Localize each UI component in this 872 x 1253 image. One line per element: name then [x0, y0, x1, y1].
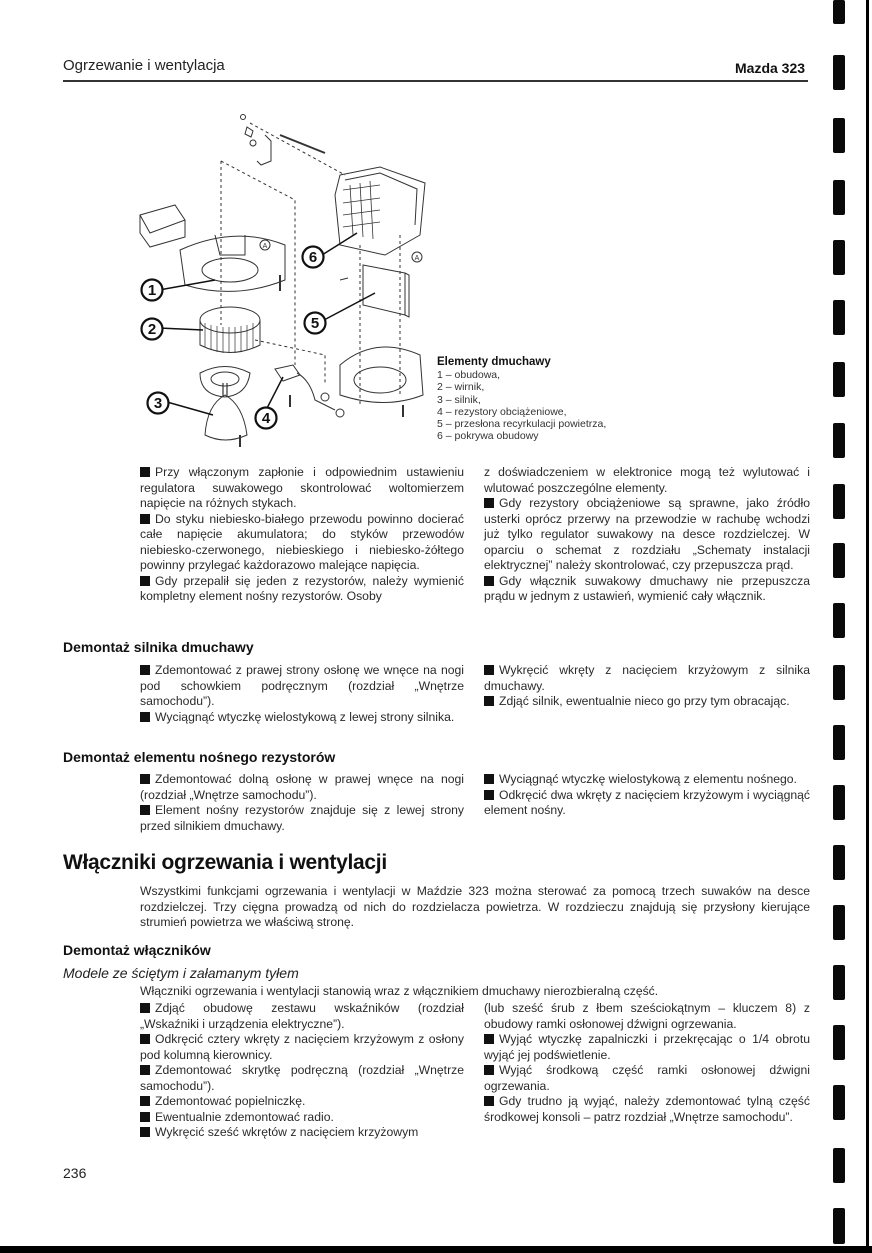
index-mark	[833, 785, 845, 820]
bullet-square-icon	[140, 665, 150, 675]
section-subheading-models: Modele ze ściętym i załamanym tyłem	[63, 965, 299, 981]
resistor-right-column	[484, 772, 810, 819]
bullet-square-icon	[484, 1034, 494, 1044]
motor-left-column	[140, 663, 464, 725]
callout-1: 1	[147, 282, 157, 299]
switches-lead: Włączniki ogrzewania i wentylacji stanowią wraz z włącznikiem dmuchawy nierozbieralną część.	[140, 984, 659, 998]
paragraph: Przy włączonym zapłonie i odpowiednim ustawieniu regulatora suwakowego skontrolować woltomierzem napięcie na różnych stykach.	[140, 465, 464, 510]
callout-6: 6	[308, 249, 318, 266]
figure-legend	[437, 356, 606, 442]
index-mark	[833, 1085, 845, 1120]
intro-left-column	[140, 465, 464, 605]
thumb-index-marks	[833, 0, 847, 1253]
legend-item: 6 – pokrywa obudowy	[437, 430, 539, 443]
chapter-title: Włączniki ogrzewania i wentylacji	[63, 851, 387, 874]
paragraph: Zdemontować z prawej strony osłonę we wnęce na nogi pod schowkiem podręcznym (rozdział „Wnętrze samochodu”).	[140, 663, 464, 708]
header-divider	[63, 80, 808, 82]
paragraph: Wyjąć wtyczkę zapalniczki i przekręcając o 1/4 obrotu wyjąć jej podświetlenie.	[484, 1032, 810, 1062]
paragraph: Ewentualnie zdemontować radio.	[140, 1110, 464, 1126]
paragraph: Odkręcić cztery wkręty z nacięciem krzyżowym z osłony pod kolumną kierownicy.	[140, 1032, 464, 1062]
section-heading-motor: Demontaż silnika dmuchawy	[63, 639, 254, 655]
paragraph: Wyciągnąć wtyczkę wielostykową z elementu nośnego.	[484, 772, 810, 788]
index-mark	[833, 180, 845, 215]
bullet-square-icon	[140, 514, 150, 524]
paragraph: Zdemontować popielniczkę.	[140, 1094, 464, 1110]
index-mark	[833, 965, 845, 1000]
paragraph: Element nośny rezystorów znajduje się z lewej strony przed silnikiem dmuchawy.	[140, 803, 464, 833]
section-heading-switches: Demontaż włączników	[63, 942, 211, 958]
legend-item: 3 – silnik,	[437, 393, 481, 406]
paragraph: Zdemontować skrytkę podręczną (rozdział „Wnętrze samochodu”).	[140, 1063, 464, 1093]
running-header-book: Mazda 323	[735, 60, 806, 76]
scan-bottom-edge	[0, 1246, 872, 1253]
index-mark	[833, 543, 845, 578]
index-mark	[833, 240, 845, 275]
index-mark	[833, 118, 845, 153]
bullet-square-icon	[484, 1096, 494, 1106]
index-mark	[833, 362, 845, 397]
paragraph: Wyjąć środkową część ramki osłonowej dźwigni ogrzewania.	[484, 1063, 810, 1093]
page-number: 236	[63, 1165, 87, 1181]
paragraph: Wykręcić wkręty z nacięciem krzyżowym z silnika dmuchawy.	[484, 663, 810, 693]
paragraph-continuation: z doświadczeniem w elektronice mogą też wylutować i wlutować poszczególne elementy.	[484, 465, 810, 495]
scan-edge-line	[866, 0, 869, 1253]
paragraph: Gdy trudno ją wyjąć, należy zdemontować tylną część środkowej konsoli – patrz rozdział „Wnętrze samochodu”.	[484, 1094, 810, 1124]
index-mark	[833, 0, 845, 24]
paragraph: Odkręcić dwa wkręty z nacięciem krzyżowym i wyciągnąć element nośny.	[484, 787, 810, 817]
paragraph: Gdy przepalił się jeden z rezystorów, należy wymienić kompletny element nośny rezystorów. Osoby	[140, 573, 464, 603]
switches-left-column	[140, 1001, 464, 1141]
running-header-section: Ogrzewanie i wentylacja	[63, 57, 225, 74]
bullet-square-icon	[140, 1034, 150, 1044]
index-mark	[833, 845, 845, 880]
bullet-square-icon	[484, 790, 494, 800]
paragraph: Gdy włącznik suwakowy dmuchawy nie przepuszcza prądu w jednym z ustawień, wymienić cały włącznik.	[484, 573, 810, 603]
paragraph: Wyciągnąć wtyczkę wielostykową z lewej strony silnika.	[140, 710, 464, 726]
bullet-square-icon	[140, 1112, 150, 1122]
legend-item: 4 – rezystory obciążeniowe,	[437, 405, 567, 418]
index-mark	[833, 725, 845, 760]
paragraph: Zdjąć silnik, ewentualnie nieco go przy tym obracając.	[484, 694, 810, 710]
index-mark	[833, 1148, 845, 1183]
index-mark	[833, 55, 845, 90]
index-mark	[833, 300, 845, 335]
bullet-square-icon	[484, 1065, 494, 1075]
index-mark	[833, 484, 845, 519]
callout-5: 5	[310, 315, 320, 332]
bullet-square-icon	[140, 1127, 150, 1137]
index-mark	[833, 1025, 845, 1060]
index-mark	[833, 603, 845, 638]
bullet-square-icon	[484, 576, 494, 586]
bullet-square-icon	[140, 1003, 150, 1013]
index-mark	[833, 905, 845, 940]
intro-right-column	[484, 465, 810, 605]
paragraph: Zdjąć obudowę zestawu wskaźników (rozdział „Wskaźniki i urządzenia elektryczne”).	[140, 1001, 464, 1031]
chapter-intro: Wszystkimi funkcjami ogrzewania i wentylacji w Maździe 323 można sterować za pomocą trzech suwaków na desce rozdzielczej. Trzy cięgna prowadzą od nich do rozdzielacza powietrza. W rozdzieczu znajdują się przysłony kierujące strumień powietrza we właściwą stronę.	[140, 884, 810, 929]
bullet-square-icon	[140, 1065, 150, 1075]
callout-2: 2	[147, 321, 157, 338]
index-mark	[833, 1208, 845, 1244]
bullet-square-icon	[484, 696, 494, 706]
bullet-square-icon	[140, 467, 150, 477]
bullet-square-icon	[140, 576, 150, 586]
switches-right-column	[484, 1001, 810, 1125]
paragraph-continuation: (lub sześć śrub z łbem sześciokątnym – kluczem 8) z obudowy ramki osłonowej dźwigni ogrzewania.	[484, 1001, 810, 1031]
bullet-square-icon	[140, 774, 150, 784]
paragraph: Wykręcić sześć wkrętów z nacięciem krzyżowym	[140, 1125, 464, 1141]
bullet-square-icon	[140, 1096, 150, 1106]
figure-label-a1: A	[262, 243, 268, 250]
motor-right-column	[484, 663, 810, 710]
legend-item: 1 – obudowa,	[437, 369, 501, 382]
paragraph: Do styku niebiesko-białego przewodu powinno docierać całe napięcie akumulatora; do styków przewodów niebiesko-czerwonego, niebieskiego i niebiesko-żółtego powinny przylegać każdorazowo malejące napięcia.	[140, 511, 464, 572]
section-heading-resistor: Demontaż elementu nośnego rezystorów	[63, 749, 336, 765]
callout-3: 3	[153, 395, 163, 412]
paragraph: Gdy rezystory obciążeniowe są sprawne, jako źródło usterki oprócz przerwy na przewodzie w rachubę wchodzi już tylko regulator suwakowy na desce rozdzielczej. W oparciu o schemat z rozdziału „Schematy instalacji elektrycznej” należy skontrolować, czy przepuszcza prąd.	[484, 496, 810, 572]
bullet-square-icon	[484, 665, 494, 675]
bullet-square-icon	[484, 774, 494, 784]
callout-4: 4	[261, 410, 271, 427]
bullet-square-icon	[484, 498, 494, 508]
paragraph: Zdemontować dolną osłonę w prawej wnęce na nogi (rozdział „Wnętrze samochodu”).	[140, 772, 464, 802]
bullet-square-icon	[140, 805, 150, 815]
resistor-left-column	[140, 772, 464, 834]
index-mark	[833, 423, 845, 458]
index-mark	[833, 665, 845, 700]
legend-title: Elementy dmuchawy	[437, 356, 551, 368]
bullet-square-icon	[140, 712, 150, 722]
legend-item: 5 – przesłona recyrkulacji powietrza,	[437, 418, 607, 431]
legend-item: 2 – wirnik,	[437, 381, 485, 394]
blower-exploded-diagram	[135, 105, 435, 450]
figure-label-a2: A	[414, 255, 420, 262]
